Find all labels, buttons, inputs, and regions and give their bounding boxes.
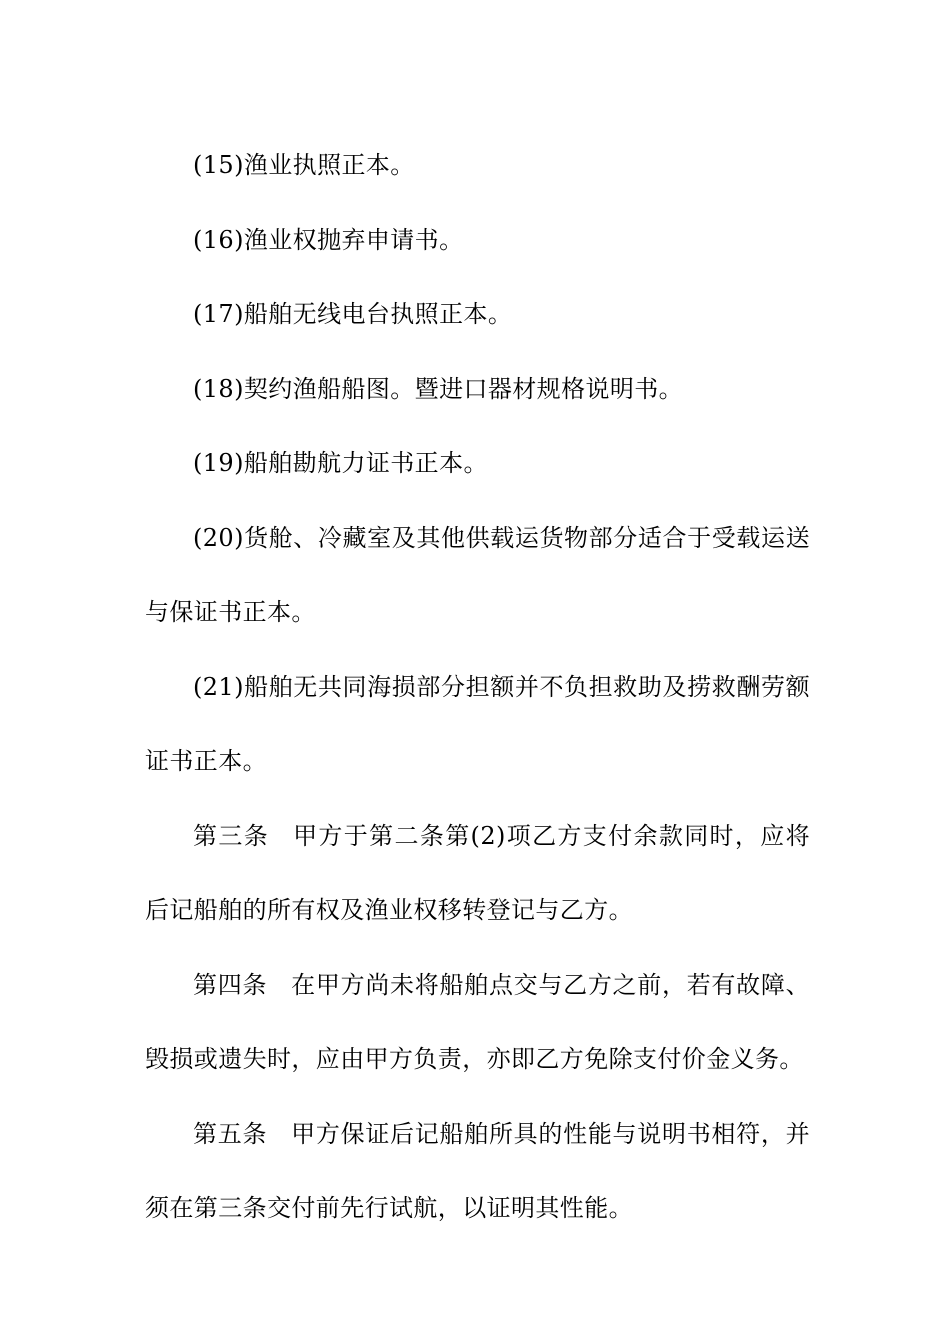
list-item-16: (16)渔业权抛弃申请书。	[193, 225, 464, 254]
article-5-text: 甲方保证后记船舶所具的性能与说明书相符，并须在第三条交付前先行试航，以证明其性能。	[145, 1119, 810, 1222]
list-item-20: (20)货舱、冷藏室及其他供载运货物部分适合于受载运送与保证书正本。	[145, 523, 810, 626]
document-body	[145, 128, 810, 1246]
list-item-15: (15)渔业执照正本。	[193, 151, 415, 179]
article-4-label: 第四条	[193, 970, 268, 999]
list-item-17: (17)船舶无线电台执照正本。	[193, 300, 513, 328]
list-item-21: (21)船舶无共同海损部分担额并不负担救助及捞救酬劳额证书正本。	[145, 672, 810, 775]
list-item-19: (19)船舶勘航力证书正本。	[193, 449, 488, 477]
article-3-paragraph	[145, 799, 810, 948]
article-3-label: 第三条	[193, 821, 270, 850]
article-4-text: 在甲方尚未将船舶点交与乙方之前，若有故障、毁损或遗失时，应由甲方负责，亦即乙方免除支付价金义务。	[145, 970, 810, 1073]
article-3-text: 甲方于第二条第(2)项乙方支付余款同时，应将后记船舶的所有权及渔业权移转登记与乙方。	[145, 821, 811, 924]
list-item-18: (18)契约渔船船图。暨进口器材规格说明书。	[193, 374, 684, 403]
article-4-paragraph	[145, 948, 810, 1097]
article-5-paragraph	[145, 1097, 810, 1246]
article-5-label: 第五条	[193, 1119, 268, 1148]
